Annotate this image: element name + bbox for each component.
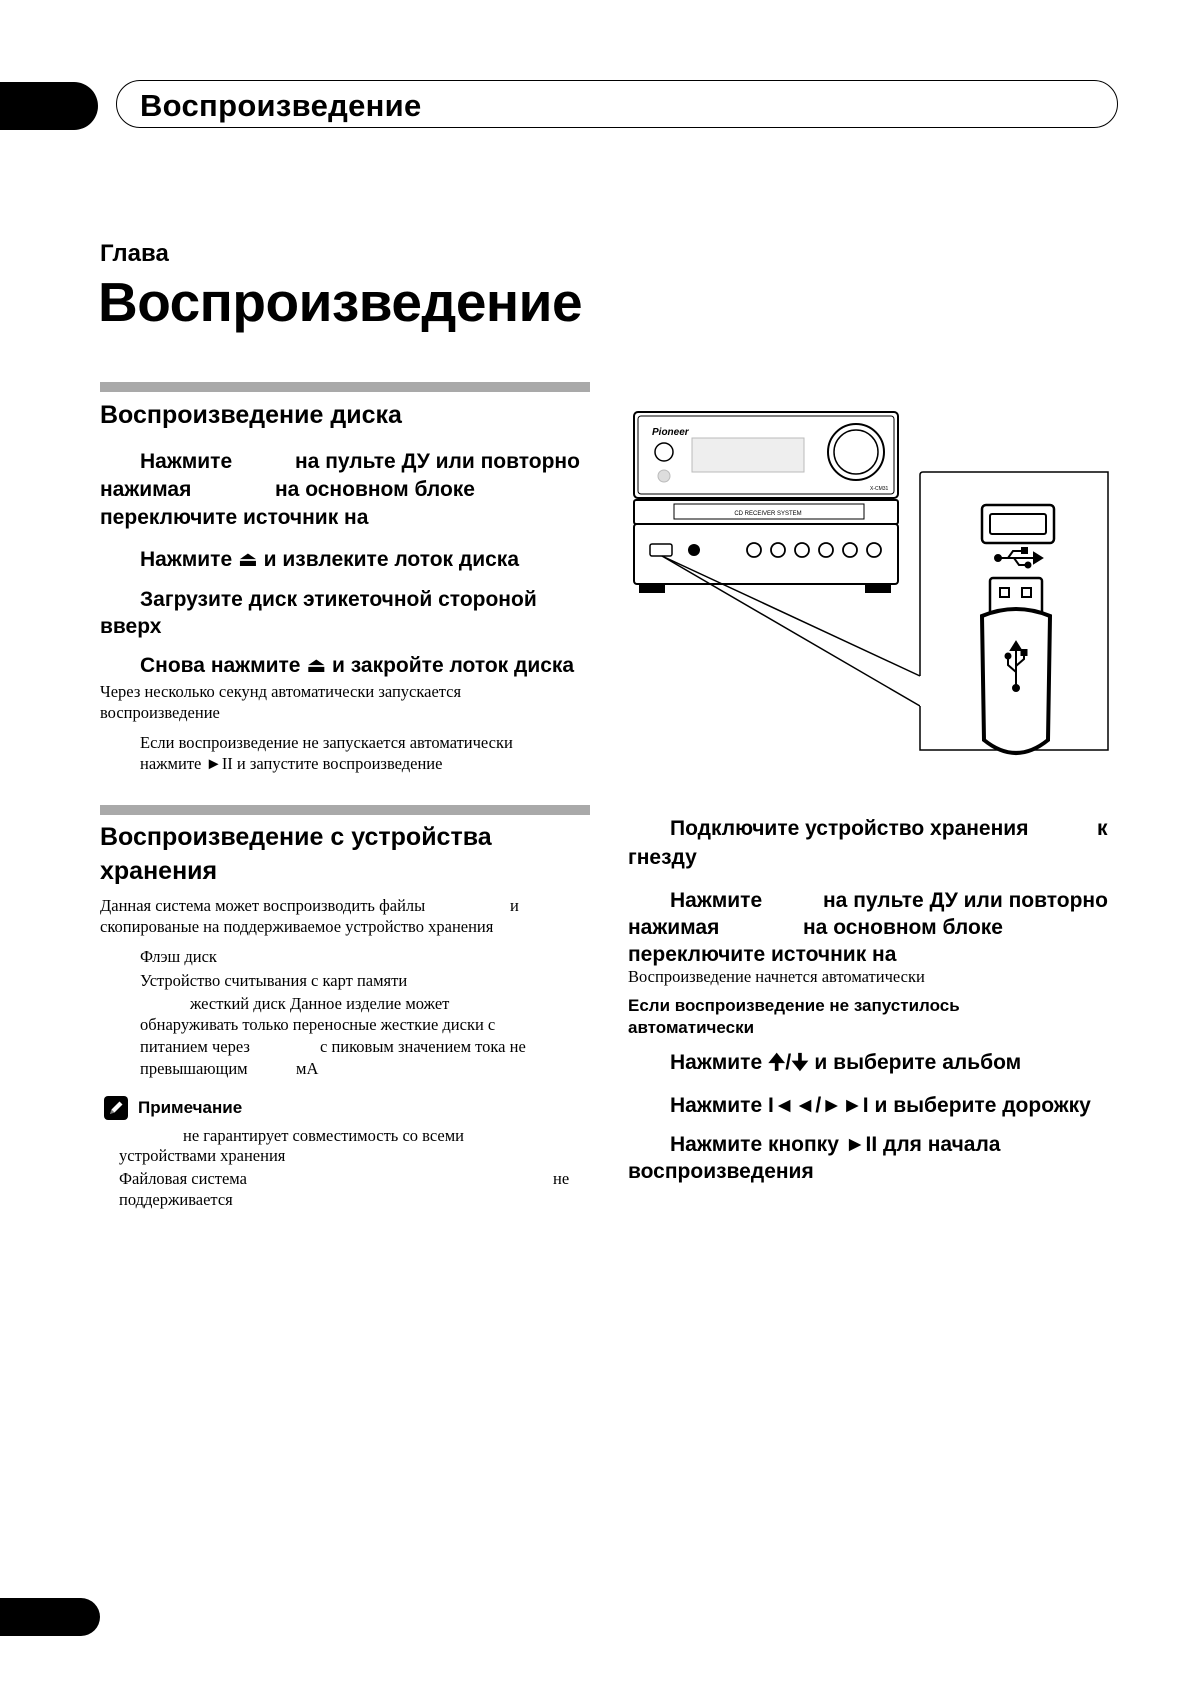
- disc-step2: Нажмите ⏏ и извлеките лоток диска: [140, 548, 519, 571]
- note-line2: устройствами хранения: [119, 1146, 286, 1165]
- disc-step1-remote: на пульте ДУ или повторно: [295, 450, 580, 473]
- usb-step-play-line2: воспроизведения: [628, 1160, 814, 1183]
- disc-step3-line2: вверх: [100, 615, 162, 638]
- model-label: X-CM31: [870, 486, 889, 492]
- disc-hint-line2: нажмите ►II и запустите воспроизведение: [140, 754, 443, 773]
- usb-step1-line1: Подключите устройство хранения: [670, 817, 1029, 840]
- section-divider: [100, 382, 590, 392]
- storage-body-and: и: [510, 896, 519, 915]
- disc-step1-switch: переключите источник на: [100, 506, 369, 529]
- storage-heading-line2: хранения: [100, 857, 218, 885]
- list-item: Флэш диск: [140, 947, 217, 966]
- disc-body-line1: Через несколько секунд автоматически запускается: [100, 682, 462, 701]
- disc-step1-main-unit: на основном блоке: [275, 478, 475, 501]
- list-item-cont: превышающим: [140, 1059, 248, 1078]
- disc-hint-line1: Если воспроизведение не запускается автоматически: [140, 733, 513, 752]
- list-item-cont: питанием через: [140, 1037, 250, 1056]
- usb-step-album: Нажмите 🠉/🠋 и выберите альбом: [670, 1051, 1022, 1074]
- usb-fail-line1: Если воспроизведение не запустилось: [628, 996, 960, 1015]
- usb-auto-start: Воспроизведение начнется автоматически: [628, 967, 925, 986]
- pencil-icon: [104, 1096, 128, 1120]
- page-number-tab: [0, 1598, 100, 1636]
- note-label: Примечание: [138, 1098, 243, 1117]
- usb-step2-pressing: нажимая: [628, 916, 720, 939]
- disc-step4: Снова нажмите ⏏ и закройте лоток диска: [140, 654, 575, 677]
- note-line3: Файловая система: [119, 1169, 247, 1188]
- note-line1: не гарантирует совместимость со всеми: [183, 1126, 464, 1145]
- usb-step1-line2: гнезду: [628, 846, 697, 869]
- section-divider: [100, 805, 590, 815]
- list-item: Устройство считывания с карт памяти: [140, 971, 408, 990]
- header-title: Воспроизведение: [140, 88, 422, 123]
- chapter-title: Воспроизведение: [98, 271, 583, 333]
- brand-logo: Pioneer: [652, 427, 689, 438]
- list-item-cont: с пиковым значением тока не: [320, 1037, 526, 1056]
- note-line3-end: не: [553, 1169, 570, 1188]
- usb-step2-main-unit: на основном блоке: [803, 916, 1003, 939]
- usb-step2-switch: переключите источник на: [628, 943, 897, 966]
- list-item-cont: мА: [296, 1059, 319, 1078]
- storage-body-line2: скопированые на поддерживаемое устройство хранения: [100, 917, 494, 936]
- usb-step2-press: Нажмите: [670, 889, 763, 912]
- storage-heading-line1: Воспроизведение с устройства: [100, 823, 492, 851]
- list-item-cont: обнаруживать только переносные жесткие диски с: [140, 1015, 496, 1034]
- disc-step1-press: Нажмите: [140, 450, 233, 473]
- storage-body-line1: Данная система может воспроизводить файлы: [100, 896, 426, 915]
- usb-step2-remote: на пульте ДУ или повторно: [823, 889, 1108, 912]
- disc-step1-pressing: нажимая: [100, 478, 192, 501]
- stereo-unit: [634, 412, 898, 592]
- usb-step-track: Нажмите I◄◄/►►I и выберите дорожку: [670, 1094, 1091, 1117]
- chapter-label: Глава: [100, 240, 169, 267]
- chapter-tab: [0, 82, 98, 130]
- disc-heading: Воспроизведение диска: [100, 401, 402, 429]
- list-item: жесткий диск Данное изделие может: [190, 994, 450, 1013]
- usb-step1-k: к: [1097, 817, 1108, 840]
- disc-body-line2: воспроизведение: [100, 703, 220, 722]
- panel-label: CD RECEIVER SYSTEM: [734, 511, 802, 517]
- usb-fail-line2: автоматически: [628, 1018, 755, 1037]
- usb-connection-illustration: [630, 410, 1120, 790]
- disc-step3-line1: Загрузите диск этикеточной стороной: [140, 588, 537, 611]
- usb-flash-drive-icon: [982, 578, 1050, 753]
- usb-step-play-line1: Нажмите кнопку ►II для начала: [670, 1133, 1001, 1156]
- note-line4: поддерживается: [119, 1190, 233, 1209]
